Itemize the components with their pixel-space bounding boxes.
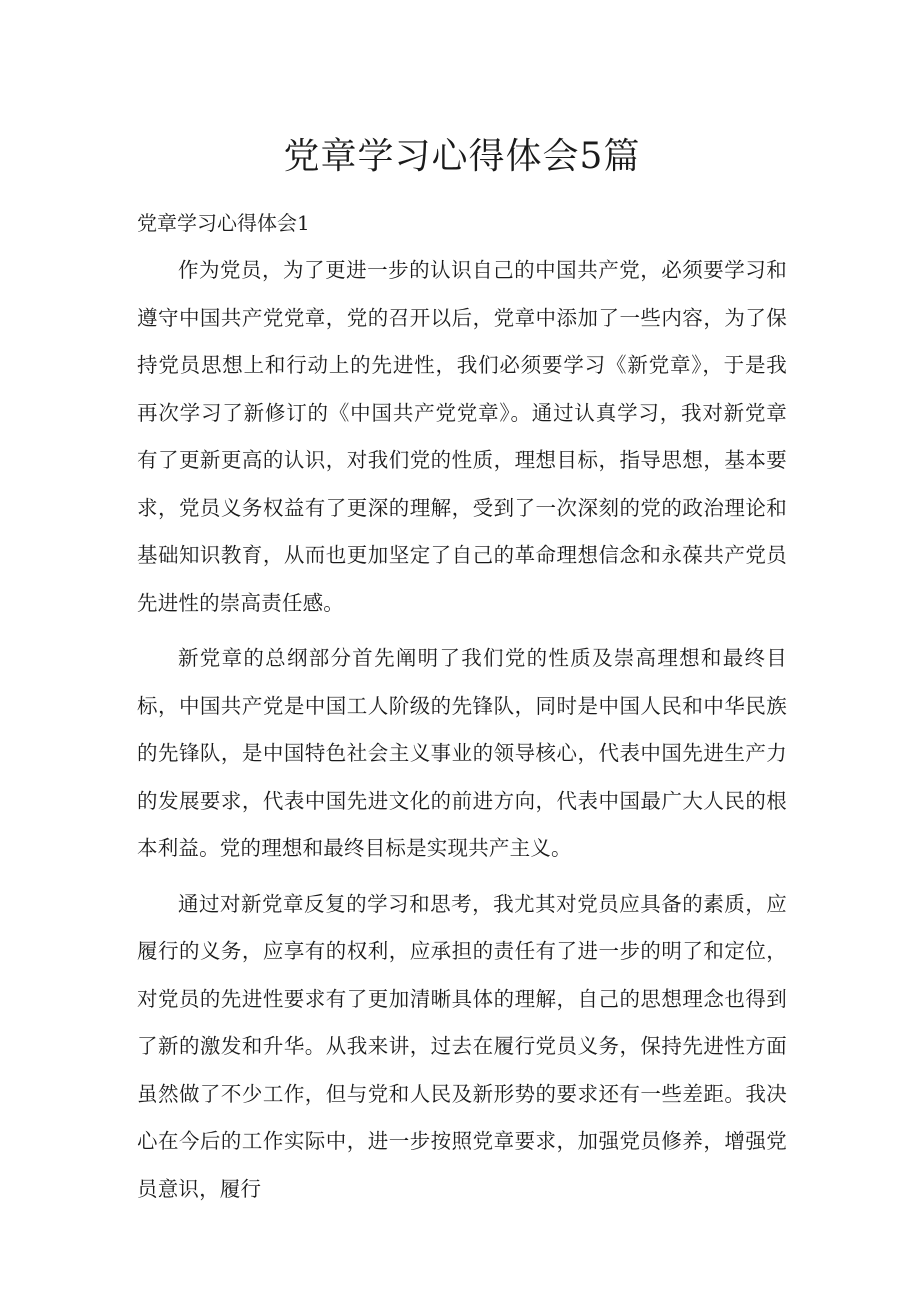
document-title: 党章学习心得体会5篇 bbox=[283, 136, 641, 177]
paragraph-3: 通过对新党章反复的学习和思考，我尤其对党员应具备的素质，应履行的义务，应享有的权利，应承担的责任有了进一步的明了和定位，对党员的先进性要求有了更加清晰具体的理解，自己的思想理念也得到了新的激发和升华。从我来讲，过去在履行党员义务，保持先进性方面虽然做了不少工作，但与党和人民及新形势的要求还有一些差距。我决心在今后的工作实际中，进一步按照党章要求，加强党员修养，增强党员意识，履行 bbox=[137, 891, 787, 1201]
section-heading: 党章学习心得体会1 bbox=[137, 211, 310, 235]
paragraph-2: 新党章的总纲部分首先阐明了我们党的性质及崇高理想和最终目标，中国共产党是中国工人阶级的先锋队，同时是中国人民和中华民族的先锋队，是中国特色社会主义事业的领导核心，代表中国先进生产力的发展要求，代表中国先进文化的前进方向，代表中国最广大人民的根本利益。党的理想和最终目标是实现共产主义。 bbox=[137, 646, 787, 860]
paragraph-1: 作为党员，为了更进一步的认识自己的中国共产党，必须要学习和遵守中国共产党党章，党的召开以后，党章中添加了一些内容，为了保持党员思想上和行动上的先进性，我们必须要学习《新党章》，于是我再次学习了新修订的《中国共产党党章》。通过认真学习，我对新党章有了更新更高的认识，对我们党的性质，理想目标，指导思想，基本要求，党员义务权益有了更深的理解，受到了一次深刻的党的政治理论和基础知识教育，从而也更加坚定了自己的革命理想信念和永葆共产党员先进性的崇高责任感。 bbox=[137, 258, 787, 615]
document-body bbox=[137, 247, 787, 1213]
